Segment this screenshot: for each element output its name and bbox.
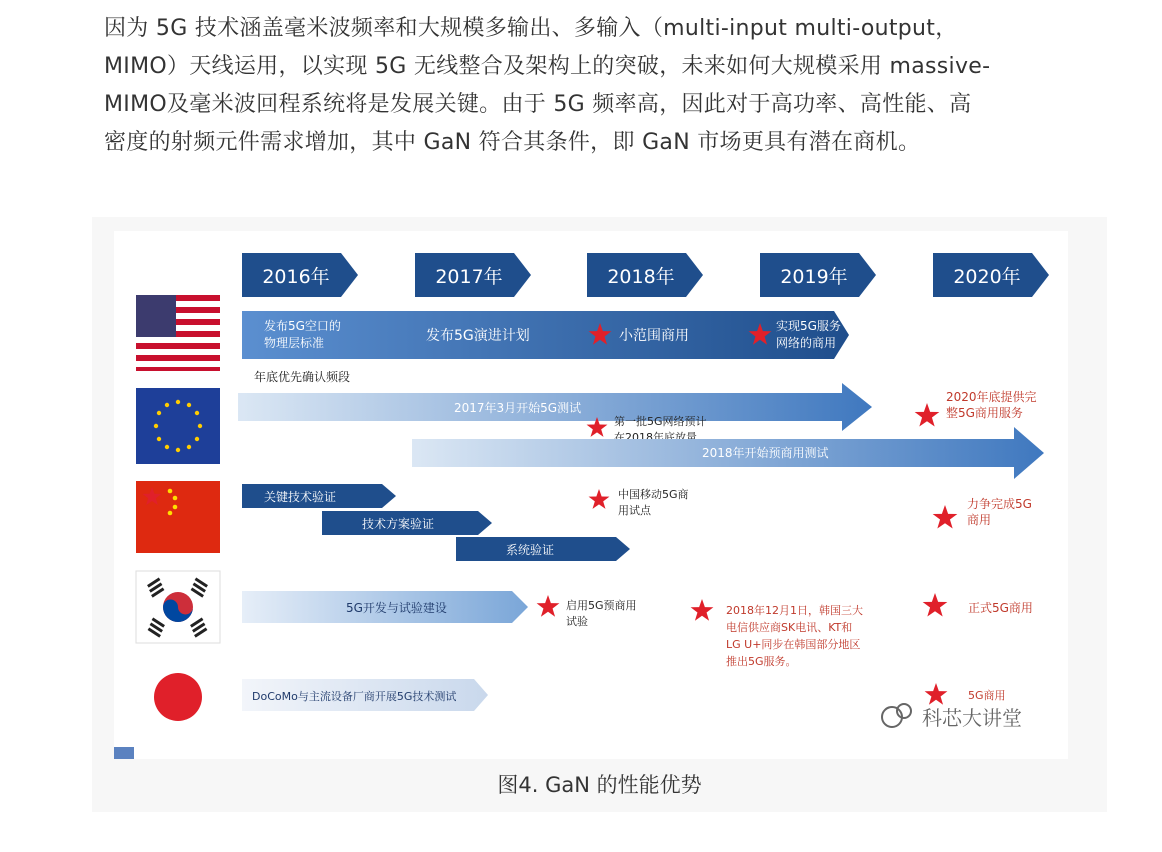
milestone-star-icon — [537, 595, 560, 617]
usa-item: 网络的商用 — [776, 336, 837, 350]
korea-flag-icon — [136, 571, 220, 643]
watermark — [882, 704, 1022, 730]
usa-timeline-row — [242, 311, 849, 384]
eu-note: 整5G商用服务 — [946, 406, 1023, 420]
figure-caption: 图4. GaN 的性能优势 — [497, 773, 702, 797]
timeline-graphic — [114, 231, 1068, 759]
year-label: 2017年 — [435, 266, 503, 288]
usa-note: 年底优先确认频段 — [254, 370, 351, 384]
eu-note: 2020年底提供完 — [946, 390, 1037, 404]
5g-timeline-figure — [114, 231, 1068, 759]
china-step: 技术方案验证 — [362, 517, 435, 531]
milestone-star-icon — [589, 489, 610, 509]
year-label: 2016年 — [262, 266, 330, 288]
korea-note: 电信供应商SK电讯、KT和 — [726, 621, 853, 634]
year-label: 2018年 — [607, 266, 675, 288]
paragraph-line: 因为 5G 技术涵盖毫米波频率和大规模多输出、多输入（multi-input multi-output， — [104, 16, 958, 41]
korea-note: LG U+同步在韩国部分地区 — [726, 638, 861, 651]
eu-note: 第一批5G网络预计 — [614, 415, 707, 428]
usa-item: 实现5G服务 — [776, 319, 841, 333]
eu-flag-icon — [136, 388, 220, 464]
korea-note: 启用5G预商用 — [566, 599, 637, 612]
eu-timeline-row — [238, 383, 1044, 479]
paragraph-line: 密度的射频元件需求增加，其中 GaN 符合其条件，即 GaN 市场更具有潜在商机。 — [104, 130, 921, 155]
china-note: 商用 — [967, 513, 992, 527]
milestone-star-icon — [915, 403, 940, 427]
japan-note: 5G商用 — [968, 689, 1006, 702]
paragraph-line: MIMO及毫米波回程系统将是发展关键。由于 5G 频率高，因此对于高功率、高性能、高 — [104, 92, 972, 117]
korea-timeline-row — [242, 591, 1033, 668]
usa-item: 发布5G空口的 — [264, 319, 341, 333]
usa-item: 小范围商用 — [619, 328, 689, 344]
eu-arrow-label: 2018年开始预商用测试 — [702, 446, 829, 460]
body-paragraph — [104, 10, 1099, 162]
milestone-star-icon — [933, 505, 958, 529]
china-note: 用试点 — [618, 504, 651, 517]
paragraph-line: MIMO）天线运用，以实现 5G 无线整合及架构上的突破，未来如何大规模采用 massive- — [104, 54, 991, 79]
china-step: 关键技术验证 — [264, 490, 337, 504]
china-note: 力争完成5G — [967, 497, 1032, 511]
year-label: 2019年 — [780, 266, 848, 288]
eu-note: 在2018年底放量 — [614, 431, 697, 444]
year-header-row — [242, 253, 1049, 297]
corner-mark — [114, 747, 134, 759]
figure-container — [92, 217, 1107, 812]
china-flag-icon — [136, 481, 220, 553]
korea-note: 试验 — [566, 615, 588, 628]
korea-note: 正式5G商用 — [968, 601, 1033, 615]
china-timeline-row — [242, 484, 1032, 561]
milestone-star-icon — [925, 683, 948, 705]
korea-arrow-label: 5G开发与试验建设 — [346, 601, 447, 615]
korea-note: 推出5G服务。 — [726, 655, 797, 668]
usa-item: 物理层标准 — [264, 336, 325, 350]
japan-arrow-label: DoCoMo与主流设备厂商开展5G技术测试 — [252, 690, 457, 703]
korea-note: 2018年12月1日，韩国三大 — [726, 604, 863, 617]
china-step: 系统验证 — [506, 543, 555, 557]
usa-item: 发布5G演进计划 — [426, 328, 530, 344]
china-note: 中国移动5G商 — [618, 488, 689, 501]
milestone-star-icon — [923, 593, 948, 617]
watermark-text: 科芯大讲堂 — [922, 706, 1022, 730]
usa-flag-icon — [136, 295, 220, 371]
milestone-star-icon — [691, 599, 714, 621]
eu-arrow-label: 2017年3月开始5G测试 — [454, 401, 582, 415]
year-label: 2020年 — [953, 266, 1021, 288]
japan-flag-icon — [136, 661, 220, 733]
